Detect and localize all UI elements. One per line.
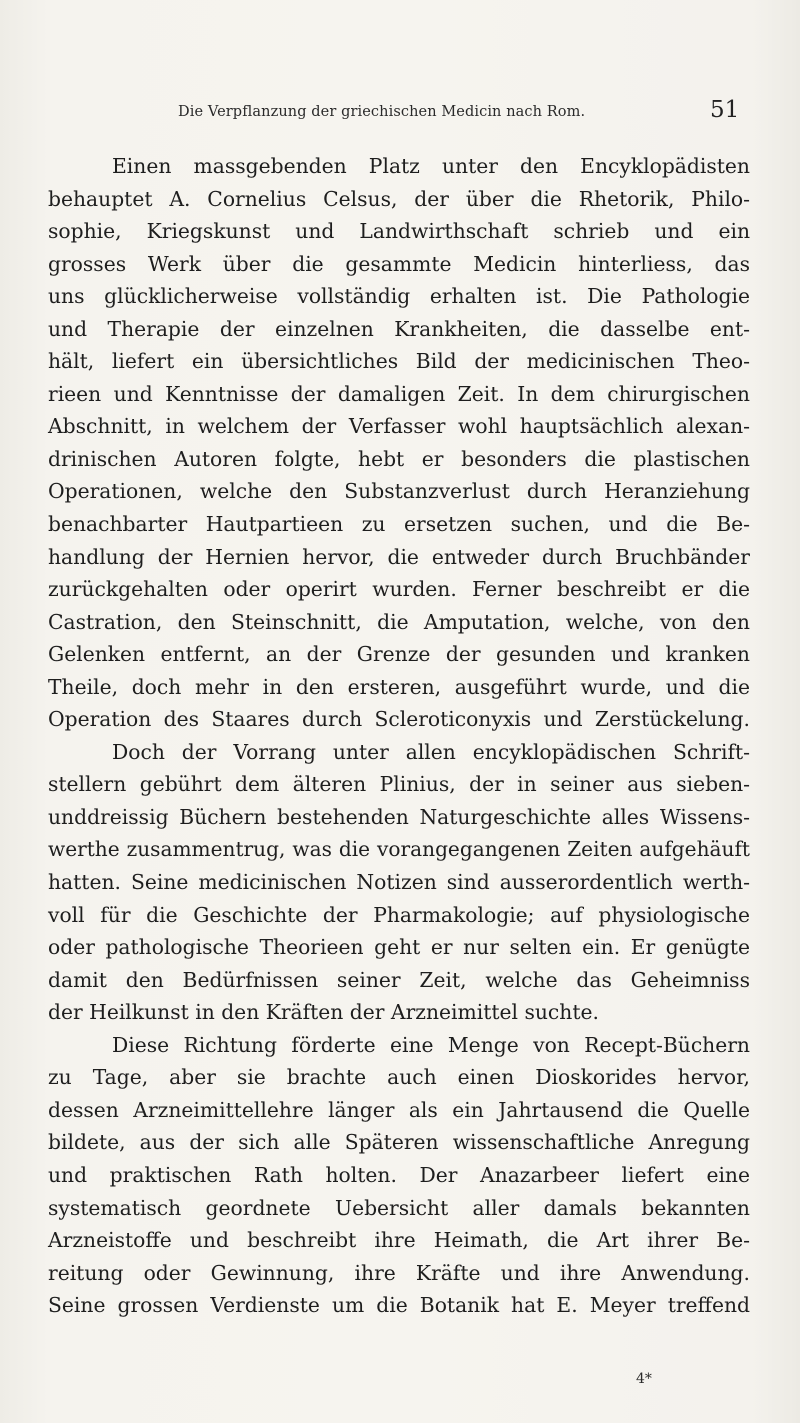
text-line: damit den Bedürfnissen seiner Zeit, welche das Geheimniss [48, 967, 750, 992]
text-line: bildete, aus der sich alle Späteren wissenschaftliche Anregung [48, 1130, 750, 1155]
text-line: systematisch geordnete Uebersicht aller damals bekannten [48, 1195, 750, 1220]
text-line: uns glücklicherweise vollständig erhalten ist. Die Pathologie [48, 284, 750, 309]
text-line: reitung oder Gewinnung, ihre Kräfte und ihre Anwendung. [48, 1260, 750, 1285]
text-line: behauptet A. Cornelius Celsus, der über die Rhetorik, Philo- [48, 186, 750, 211]
text-line: und praktischen Rath holten. Der Anazarbeer liefert eine [48, 1162, 750, 1187]
text-line: Operationen, welche den Substanzverlust durch Heranziehung [48, 479, 750, 504]
text-line: rieen und Kenntnisse der damaligen Zeit. In dem chirurgischen [48, 381, 750, 406]
running-title: Die Verpflanzung der griechischen Medicin nach Rom. [178, 104, 586, 120]
text-line: Einen massgebenden Platz unter den Encyklopädisten [112, 154, 750, 178]
page-number: 51 [710, 97, 740, 123]
text-line: unddreissig Büchern bestehenden Naturgeschichte alles Wissens- [48, 804, 750, 829]
text-line: dessen Arzneimittellehre länger als ein Jahrtausend die Quelle [48, 1097, 750, 1122]
text-line: Gelenken entfernt, an der Grenze der gesunden und kranken [48, 642, 750, 667]
body-text [48, 150, 750, 1322]
text-line: hält, liefert ein übersichtliches Bild der medicinischen Theo- [48, 349, 750, 374]
signature-mark: 4* [636, 1371, 652, 1387]
text-line: stellern gebührt dem älteren Plinius, der in seiner aus sieben- [48, 772, 750, 797]
text-line: benachbarter Hautpartieen zu ersetzen suchen, und die Be- [48, 512, 750, 537]
text-line: werthe zusammentrug, was die vorangegangenen Zeiten aufgehäuft [48, 837, 750, 862]
text-line: handlung der Hernien hervor, die entweder durch Bruchbänder [48, 544, 750, 569]
text-line: zurückgehalten oder operirt wurden. Ferner beschreibt er die [48, 577, 750, 602]
text-line: der Heilkunst in den Kräften der Arzneimittel suchte. [48, 1000, 599, 1025]
text-line: Diese Richtung förderte eine Menge von Recept-Büchern [112, 1032, 750, 1057]
text-line: Abschnitt, in welchem der Verfasser wohl hauptsächlich alexan- [48, 414, 750, 439]
text-line: oder pathologische Theorieen geht er nur selten ein. Er genügte [48, 935, 750, 960]
text-line: sophie, Kriegskunst und Landwirthschaft schrieb und ein [48, 219, 750, 244]
text-line: zu Tage, aber sie brachte auch einen Dioskorides hervor, [48, 1065, 750, 1090]
text-line: Seine grossen Verdienste um die Botanik hat E. Meyer treffend [48, 1293, 750, 1318]
text-line: Theile, doch mehr in den ersteren, ausgeführt wurde, und die [48, 674, 750, 699]
text-line: hatten. Seine medicinischen Notizen sind ausserordentlich werth- [48, 870, 750, 895]
text-line: und Therapie der einzelnen Krankheiten, die dasselbe ent- [48, 316, 750, 341]
text-line: voll für die Geschichte der Pharmakologie; auf physiologische [48, 902, 750, 927]
text-line: drinischen Autoren folgte, hebt er besonders die plastischen [48, 446, 750, 471]
text-line: Castration, den Steinschnitt, die Amputation, welche, von den [48, 609, 750, 634]
text-line: grosses Werk über die gesammte Medicin hinterliess, das [48, 251, 750, 276]
text-line: Doch der Vorrang unter allen encyklopädischen Schrift- [112, 739, 750, 764]
text-line: Operation des Staares durch Scleroticonyxis und Zerstückelung. [48, 707, 750, 732]
text-line: Arzneistoffe und beschreibt ihre Heimath, die Art ihrer Be- [48, 1228, 750, 1253]
